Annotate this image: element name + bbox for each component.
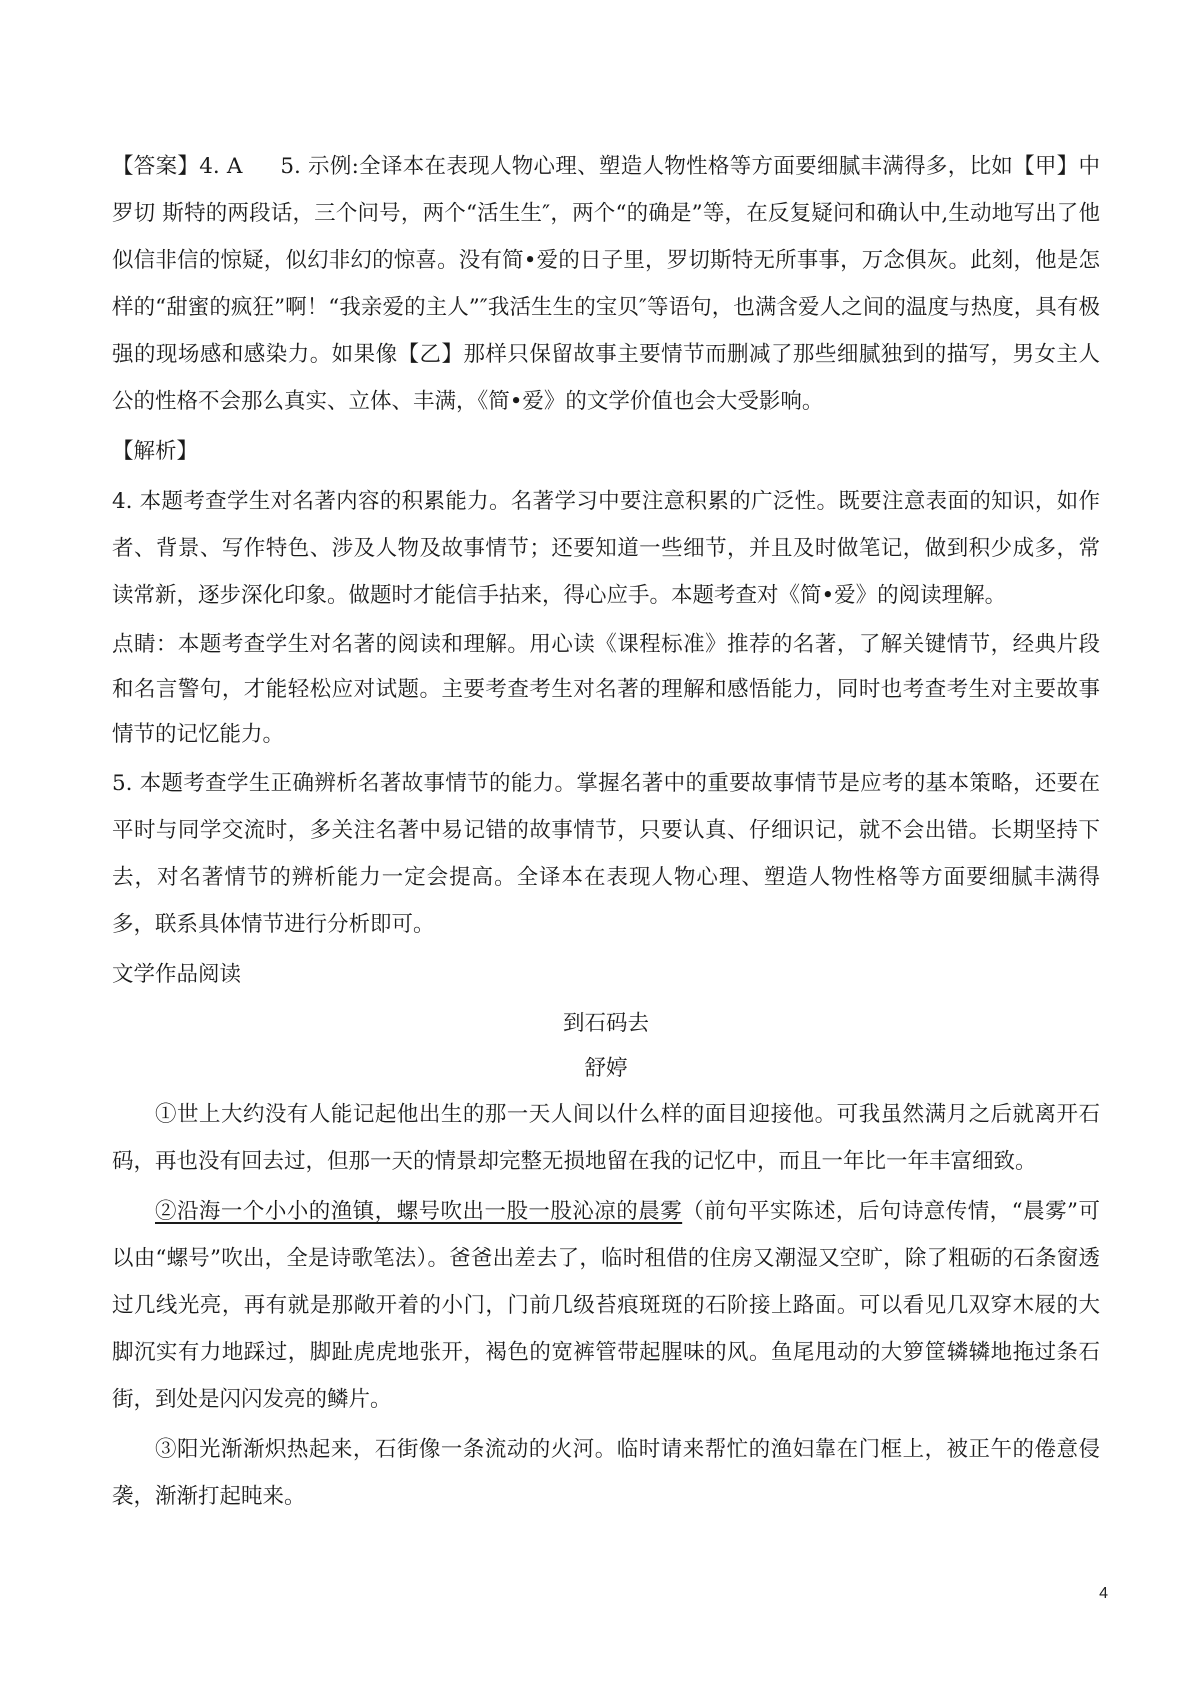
paragraph-2-rest: （前句平实陈述，后句诗意传情，“晨雾”可以由“螺号”吹出，全是诗歌笔法）。爸爸出差去了，临时租借的住房又潮湿又空旷，除了粗砺的石条窗透过几线光亮，再有就是那敞开着的小门，门前几级苔痕斑斑的石阶接上路面。可以看见几双穿木屐的大脚沉实有力地踩过，脚趾虎虎地张开，褐色的宽裤管带起腥味的风。鱼尾甩动的大箩筐辚辚地拖过条石街，到处是闪闪发亮的鳞片。 bbox=[112, 1199, 1100, 1412]
section-title: 文学作品阅读 bbox=[112, 962, 242, 987]
page-content bbox=[112, 143, 1100, 1523]
page-number: 4 bbox=[1099, 1585, 1108, 1602]
article-title: 到石码去 bbox=[562, 1011, 649, 1036]
analysis-q4: 4. 本题考查学生对名著内容的积累能力。名著学习中要注意积累的广泛性。既要注意表面的知识，如作者、背景、写作特色、涉及人物及故事情节；还要知道一些细节，并且及时做笔记，做到积少成多，常读常新，逐步深化印象。做题时才能信手拈来，得心应手。本题考查对《简•爱》的阅读理解。 bbox=[112, 489, 1100, 608]
article-author: 舒婷 bbox=[584, 1056, 628, 1081]
answer-paragraph bbox=[112, 143, 1100, 425]
answer-q4: 4. A bbox=[199, 154, 243, 179]
answer-label: 【答案】 bbox=[112, 154, 200, 179]
article-paragraph-1: ①世上大约没有人能记起他出生的那一天人间以什么样的面目迎接他。可我虽然满月之后就离开石码，再也没有回去过，但那一天的情景却完整无损地留在我的记忆中，而且一年比一年丰富细致。 bbox=[112, 1102, 1100, 1174]
analysis-tip: 点睛：本题考查学生对名著的阅读和理解。用心读《课程标准》推荐的名著，了解关键情节，经典片段和名言警句，才能轻松应对试题。主要考查考生对名著的理解和感悟能力，同时也考查考生对主要故事情节的记忆能力。 bbox=[112, 632, 1100, 747]
underlined-sentence: ②沿海一个小小的渔镇，螺号吹出一股一股沁凉的晨雾 bbox=[155, 1199, 683, 1224]
article-paragraph-3: ③阳光渐渐炽热起来，石街像一条流动的火河。临时请来帮忙的渔妇靠在门框上，被正午的倦意侵袭，渐渐打起盹来。 bbox=[112, 1437, 1100, 1509]
answer-q5: 5. 示例:全译本在表现人物心理、塑造人物性格等方面要细腻丰满得多，比如【甲】中罗切 斯特的两段话，三个问号，两个“活生生″，两个“的确是”等，在反复疑问和确认中,生动地写出了他似信非信的惊疑，似幻非幻的惊喜。没有简•爱的日子里，罗切斯特无所事事，万念俱灰。此刻，他是怎样的“甜蜜的疯狂”啊！“我亲爱的主人”″我活生生的宝贝″等语句，也满含爱人之间的温度与热度，具有极强的现场感和感染力。如果像【乙】那样只保留故事主要情节而删减了那些细腻独到的描写，男女主人公的性格不会那么真实、立体、丰满，《简•爱》的文学价值也会大受影响。 bbox=[112, 154, 1100, 414]
analysis-label: 【解析】 bbox=[112, 439, 199, 464]
article-paragraph-2 bbox=[112, 1188, 1100, 1423]
analysis-q5: 5. 本题考查学生正确辨析名著故事情节的能力。掌握名著中的重要故事情节是应考的基本策略，还要在平时与同学交流时，多关注名著中易记错的故事情节，只要认真、仔细识记，就不会出错。长期坚持下去，对名著情节的辨析能力一定会提高。全译本在表现人物心理、塑造人物性格等方面要细腻丰满得多，联系具体情节进行分析即可。 bbox=[112, 771, 1100, 937]
